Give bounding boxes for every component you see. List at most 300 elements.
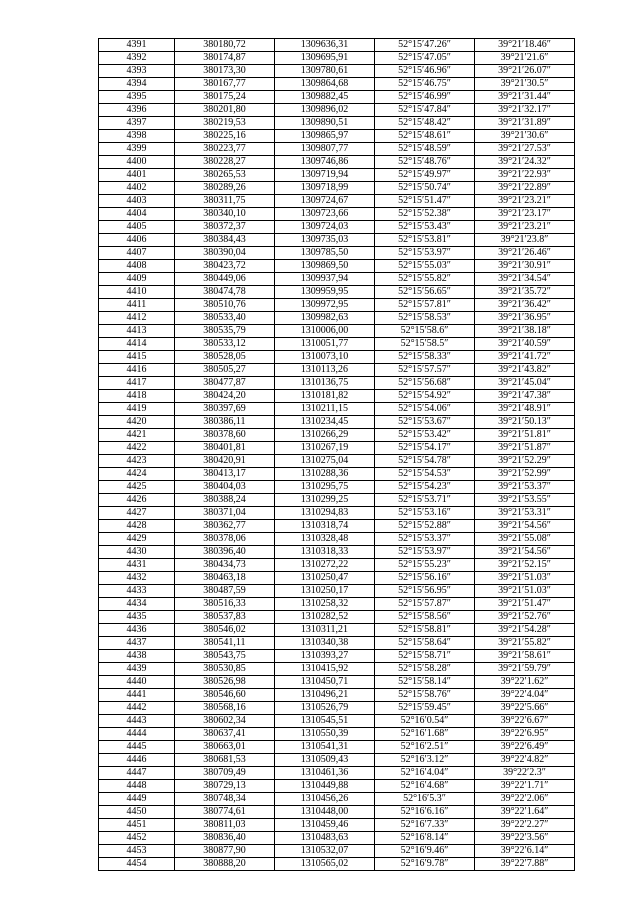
latitude-cell: 52°15′48.61″ [375, 130, 475, 143]
x-coordinate-cell: 380681,53 [175, 754, 275, 767]
y-coordinate-cell: 1310275,04 [275, 455, 375, 468]
longitude-cell: 39°21′34.54″ [475, 273, 575, 286]
y-coordinate-cell: 1310073,10 [275, 351, 375, 364]
longitude-cell: 39°21′31.89″ [475, 117, 575, 130]
table-row [99, 611, 575, 624]
point-number-cell: 4394 [99, 78, 175, 91]
y-coordinate-cell: 1310311,21 [275, 624, 375, 637]
latitude-cell: 52°15′47.26″ [375, 39, 475, 52]
table-row [99, 585, 575, 598]
table-row [99, 663, 575, 676]
x-coordinate-cell: 380530,85 [175, 663, 275, 676]
latitude-cell: 52°15′53.16″ [375, 507, 475, 520]
x-coordinate-cell: 380225,16 [175, 130, 275, 143]
x-coordinate-cell: 380424,20 [175, 390, 275, 403]
y-coordinate-cell: 1309780,61 [275, 65, 375, 78]
table-row [99, 104, 575, 117]
point-number-cell: 4439 [99, 663, 175, 676]
point-number-cell: 4435 [99, 611, 175, 624]
y-coordinate-cell: 1309864,68 [275, 78, 375, 91]
table-row [99, 780, 575, 793]
longitude-cell: 39°21′30.91″ [475, 260, 575, 273]
x-coordinate-cell: 380533,40 [175, 312, 275, 325]
x-coordinate-cell: 380340,10 [175, 208, 275, 221]
y-coordinate-cell: 1309718,99 [275, 182, 375, 195]
point-number-cell: 4438 [99, 650, 175, 663]
coordinates-table [98, 38, 575, 871]
point-number-cell: 4423 [99, 455, 175, 468]
table-row [99, 845, 575, 858]
x-coordinate-cell: 380384,43 [175, 234, 275, 247]
table-row [99, 793, 575, 806]
table-row [99, 520, 575, 533]
latitude-cell: 52°15′58.81″ [375, 624, 475, 637]
point-number-cell: 4416 [99, 364, 175, 377]
point-number-cell: 4441 [99, 689, 175, 702]
point-number-cell: 4401 [99, 169, 175, 182]
table-row [99, 351, 575, 364]
table-row [99, 65, 575, 78]
latitude-cell: 52°15′58.33″ [375, 351, 475, 364]
x-coordinate-cell: 380543,75 [175, 650, 275, 663]
table-row [99, 468, 575, 481]
point-number-cell: 4414 [99, 338, 175, 351]
longitude-cell: 39°21′54.56″ [475, 520, 575, 533]
longitude-cell: 39°21′53.31″ [475, 507, 575, 520]
table-row [99, 741, 575, 754]
y-coordinate-cell: 1310456,26 [275, 793, 375, 806]
point-number-cell: 4395 [99, 91, 175, 104]
longitude-cell: 39°22′2.06″ [475, 793, 575, 806]
latitude-cell: 52°16′0.54″ [375, 715, 475, 728]
y-coordinate-cell: 1310288,36 [275, 468, 375, 481]
y-coordinate-cell: 1309807,77 [275, 143, 375, 156]
longitude-cell: 39°21′54.56″ [475, 546, 575, 559]
table-row [99, 390, 575, 403]
latitude-cell: 52°16′7.33″ [375, 819, 475, 832]
longitude-cell: 39°21′41.72″ [475, 351, 575, 364]
latitude-cell: 52°15′53.42″ [375, 429, 475, 442]
latitude-cell: 52°15′57.87″ [375, 598, 475, 611]
table-row [99, 416, 575, 429]
point-number-cell: 4454 [99, 858, 175, 871]
longitude-cell: 39°21′35.72″ [475, 286, 575, 299]
latitude-cell: 52°15′46.75″ [375, 78, 475, 91]
latitude-cell: 52°15′58.6″ [375, 325, 475, 338]
table-row [99, 130, 575, 143]
latitude-cell: 52°15′58.64″ [375, 637, 475, 650]
y-coordinate-cell: 1310550,39 [275, 728, 375, 741]
point-number-cell: 4397 [99, 117, 175, 130]
y-coordinate-cell: 1309896,02 [275, 104, 375, 117]
coordinates-table-body [99, 39, 575, 871]
latitude-cell: 52°16′2.51″ [375, 741, 475, 754]
x-coordinate-cell: 380568,16 [175, 702, 275, 715]
x-coordinate-cell: 380390,04 [175, 247, 275, 260]
longitude-cell: 39°21′52.76″ [475, 611, 575, 624]
y-coordinate-cell: 1309865,97 [275, 130, 375, 143]
y-coordinate-cell: 1310449,88 [275, 780, 375, 793]
longitude-cell: 39°22′3.56″ [475, 832, 575, 845]
x-coordinate-cell: 380397,69 [175, 403, 275, 416]
x-coordinate-cell: 380372,37 [175, 221, 275, 234]
latitude-cell: 52°15′54.17″ [375, 442, 475, 455]
point-number-cell: 4398 [99, 130, 175, 143]
table-row [99, 208, 575, 221]
table-row [99, 78, 575, 91]
x-coordinate-cell: 380228,27 [175, 156, 275, 169]
y-coordinate-cell: 1309735,03 [275, 234, 375, 247]
point-number-cell: 4396 [99, 104, 175, 117]
latitude-cell: 52°15′54.53″ [375, 468, 475, 481]
latitude-cell: 52°16′1.68″ [375, 728, 475, 741]
latitude-cell: 52°15′54.78″ [375, 455, 475, 468]
table-row [99, 715, 575, 728]
longitude-cell: 39°21′38.18″ [475, 325, 575, 338]
y-coordinate-cell: 1309636,31 [275, 39, 375, 52]
y-coordinate-cell: 1310415,92 [275, 663, 375, 676]
latitude-cell: 52°15′57.57″ [375, 364, 475, 377]
x-coordinate-cell: 380378,06 [175, 533, 275, 546]
x-coordinate-cell: 380474,78 [175, 286, 275, 299]
x-coordinate-cell: 380201,80 [175, 104, 275, 117]
y-coordinate-cell: 1310272,22 [275, 559, 375, 572]
longitude-cell: 39°21′22.89″ [475, 182, 575, 195]
longitude-cell: 39°21′59.79″ [475, 663, 575, 676]
latitude-cell: 52°15′48.76″ [375, 156, 475, 169]
longitude-cell: 39°21′45.04″ [475, 377, 575, 390]
y-coordinate-cell: 1310483,63 [275, 832, 375, 845]
longitude-cell: 39°21′43.82″ [475, 364, 575, 377]
x-coordinate-cell: 380888,20 [175, 858, 275, 871]
table-row [99, 559, 575, 572]
x-coordinate-cell: 380477,87 [175, 377, 275, 390]
x-coordinate-cell: 380413,17 [175, 468, 275, 481]
longitude-cell: 39°22′1.64″ [475, 806, 575, 819]
latitude-cell: 52°15′51.47″ [375, 195, 475, 208]
longitude-cell: 39°21′22.93″ [475, 169, 575, 182]
latitude-cell: 52°16′5.3″ [375, 793, 475, 806]
table-row [99, 91, 575, 104]
y-coordinate-cell: 1310459,46 [275, 819, 375, 832]
point-number-cell: 4404 [99, 208, 175, 221]
table-row [99, 156, 575, 169]
point-number-cell: 4451 [99, 819, 175, 832]
point-number-cell: 4409 [99, 273, 175, 286]
table-row [99, 481, 575, 494]
x-coordinate-cell: 380535,79 [175, 325, 275, 338]
latitude-cell: 52°15′53.97″ [375, 247, 475, 260]
latitude-cell: 52°15′46.99″ [375, 91, 475, 104]
y-coordinate-cell: 1309890,51 [275, 117, 375, 130]
y-coordinate-cell: 1310545,51 [275, 715, 375, 728]
y-coordinate-cell: 1310113,26 [275, 364, 375, 377]
x-coordinate-cell: 380219,53 [175, 117, 275, 130]
table-row [99, 806, 575, 819]
latitude-cell: 52°15′50.74″ [375, 182, 475, 195]
longitude-cell: 39°21′55.82″ [475, 637, 575, 650]
y-coordinate-cell: 1310448,00 [275, 806, 375, 819]
point-number-cell: 4429 [99, 533, 175, 546]
latitude-cell: 52°15′55.82″ [375, 273, 475, 286]
y-coordinate-cell: 1309695,91 [275, 52, 375, 65]
table-row [99, 325, 575, 338]
latitude-cell: 52°15′46.96″ [375, 65, 475, 78]
table-row [99, 572, 575, 585]
x-coordinate-cell: 380420,91 [175, 455, 275, 468]
x-coordinate-cell: 380223,77 [175, 143, 275, 156]
point-number-cell: 4410 [99, 286, 175, 299]
y-coordinate-cell: 1310051,77 [275, 338, 375, 351]
x-coordinate-cell: 380510,76 [175, 299, 275, 312]
x-coordinate-cell: 380526,98 [175, 676, 275, 689]
table-row [99, 195, 575, 208]
x-coordinate-cell: 380546,60 [175, 689, 275, 702]
point-number-cell: 4426 [99, 494, 175, 507]
table-row [99, 299, 575, 312]
x-coordinate-cell: 380371,04 [175, 507, 275, 520]
x-coordinate-cell: 380423,72 [175, 260, 275, 273]
longitude-cell: 39°21′51.03″ [475, 572, 575, 585]
point-number-cell: 4413 [99, 325, 175, 338]
longitude-cell: 39°22′6.14″ [475, 845, 575, 858]
table-row [99, 234, 575, 247]
x-coordinate-cell: 380811,03 [175, 819, 275, 832]
table-row [99, 819, 575, 832]
y-coordinate-cell: 1310258,32 [275, 598, 375, 611]
table-row [99, 858, 575, 871]
table-row [99, 364, 575, 377]
point-number-cell: 4444 [99, 728, 175, 741]
longitude-cell: 39°21′53.55″ [475, 494, 575, 507]
latitude-cell: 52°15′53.43″ [375, 221, 475, 234]
longitude-cell: 39°21′48.91″ [475, 403, 575, 416]
y-coordinate-cell: 1309982,63 [275, 312, 375, 325]
y-coordinate-cell: 1309869,50 [275, 260, 375, 273]
latitude-cell: 52°15′53.71″ [375, 494, 475, 507]
table-row [99, 507, 575, 520]
point-number-cell: 4400 [99, 156, 175, 169]
table-row [99, 260, 575, 273]
x-coordinate-cell: 380396,40 [175, 546, 275, 559]
latitude-cell: 52°15′48.59″ [375, 143, 475, 156]
x-coordinate-cell: 380709,49 [175, 767, 275, 780]
table-row [99, 143, 575, 156]
longitude-cell: 39°21′51.47″ [475, 598, 575, 611]
table-row [99, 832, 575, 845]
x-coordinate-cell: 380774,61 [175, 806, 275, 819]
table-row [99, 754, 575, 767]
y-coordinate-cell: 1310234,45 [275, 416, 375, 429]
x-coordinate-cell: 380449,06 [175, 273, 275, 286]
longitude-cell: 39°21′36.42″ [475, 299, 575, 312]
longitude-cell: 39°22′6.49″ [475, 741, 575, 754]
longitude-cell: 39°22′6.95″ [475, 728, 575, 741]
longitude-cell: 39°21′50.13″ [475, 416, 575, 429]
table-row [99, 676, 575, 689]
point-number-cell: 4445 [99, 741, 175, 754]
longitude-cell: 39°21′32.17″ [475, 104, 575, 117]
latitude-cell: 52°16′4.68″ [375, 780, 475, 793]
table-row [99, 286, 575, 299]
table-row [99, 455, 575, 468]
x-coordinate-cell: 380386,11 [175, 416, 275, 429]
longitude-cell: 39°21′54.28″ [475, 624, 575, 637]
table-row [99, 494, 575, 507]
longitude-cell: 39°22′5.66″ [475, 702, 575, 715]
point-number-cell: 4399 [99, 143, 175, 156]
longitude-cell: 39°21′52.99″ [475, 468, 575, 481]
longitude-cell: 39°21′51.81″ [475, 429, 575, 442]
point-number-cell: 4391 [99, 39, 175, 52]
longitude-cell: 39°21′55.08″ [475, 533, 575, 546]
latitude-cell: 52°16′9.78″ [375, 858, 475, 871]
longitude-cell: 39°21′40.59″ [475, 338, 575, 351]
point-number-cell: 4393 [99, 65, 175, 78]
table-row [99, 598, 575, 611]
y-coordinate-cell: 1310250,47 [275, 572, 375, 585]
y-coordinate-cell: 1310282,52 [275, 611, 375, 624]
latitude-cell: 52°15′58.53″ [375, 312, 475, 325]
latitude-cell: 52°15′55.03″ [375, 260, 475, 273]
table-row [99, 689, 575, 702]
point-number-cell: 4425 [99, 481, 175, 494]
x-coordinate-cell: 380311,75 [175, 195, 275, 208]
x-coordinate-cell: 380463,18 [175, 572, 275, 585]
latitude-cell: 52°15′52.88″ [375, 520, 475, 533]
x-coordinate-cell: 380167,77 [175, 78, 275, 91]
y-coordinate-cell: 1309723,66 [275, 208, 375, 221]
x-coordinate-cell: 380637,41 [175, 728, 275, 741]
y-coordinate-cell: 1310006,00 [275, 325, 375, 338]
point-number-cell: 4452 [99, 832, 175, 845]
point-number-cell: 4427 [99, 507, 175, 520]
latitude-cell: 52°15′52.38″ [375, 208, 475, 221]
latitude-cell: 52°15′53.37″ [375, 533, 475, 546]
longitude-cell: 39°22′4.04″ [475, 689, 575, 702]
x-coordinate-cell: 380265,53 [175, 169, 275, 182]
point-number-cell: 4432 [99, 572, 175, 585]
table-row [99, 702, 575, 715]
x-coordinate-cell: 380748,34 [175, 793, 275, 806]
table-row [99, 117, 575, 130]
table-row [99, 377, 575, 390]
x-coordinate-cell: 380729,13 [175, 780, 275, 793]
x-coordinate-cell: 380836,40 [175, 832, 275, 845]
table-row [99, 637, 575, 650]
x-coordinate-cell: 380175,24 [175, 91, 275, 104]
x-coordinate-cell: 380362,77 [175, 520, 275, 533]
point-number-cell: 4408 [99, 260, 175, 273]
y-coordinate-cell: 1310509,43 [275, 754, 375, 767]
point-number-cell: 4447 [99, 767, 175, 780]
longitude-cell: 39°21′36.95″ [475, 312, 575, 325]
point-number-cell: 4443 [99, 715, 175, 728]
longitude-cell: 39°21′58.61″ [475, 650, 575, 663]
longitude-cell: 39°21′23.17″ [475, 208, 575, 221]
point-number-cell: 4421 [99, 429, 175, 442]
y-coordinate-cell: 1309724,03 [275, 221, 375, 234]
x-coordinate-cell: 380546,02 [175, 624, 275, 637]
longitude-cell: 39°22′1.71″ [475, 780, 575, 793]
table-row [99, 247, 575, 260]
y-coordinate-cell: 1309959,95 [275, 286, 375, 299]
table-row [99, 338, 575, 351]
x-coordinate-cell: 380602,34 [175, 715, 275, 728]
y-coordinate-cell: 1310532,07 [275, 845, 375, 858]
latitude-cell: 52°15′47.84″ [375, 104, 475, 117]
y-coordinate-cell: 1310565,02 [275, 858, 375, 871]
x-coordinate-cell: 380516,33 [175, 598, 275, 611]
x-coordinate-cell: 380877,90 [175, 845, 275, 858]
point-number-cell: 4442 [99, 702, 175, 715]
latitude-cell: 52°15′59.45″ [375, 702, 475, 715]
latitude-cell: 52°15′49.97″ [375, 169, 475, 182]
table-row [99, 312, 575, 325]
y-coordinate-cell: 1309882,45 [275, 91, 375, 104]
point-number-cell: 4424 [99, 468, 175, 481]
y-coordinate-cell: 1310294,83 [275, 507, 375, 520]
longitude-cell: 39°22′2.27″ [475, 819, 575, 832]
latitude-cell: 52°15′56.16″ [375, 572, 475, 585]
x-coordinate-cell: 380404,03 [175, 481, 275, 494]
point-number-cell: 4405 [99, 221, 175, 234]
y-coordinate-cell: 1309724,67 [275, 195, 375, 208]
latitude-cell: 52°15′53.81″ [375, 234, 475, 247]
latitude-cell: 52°15′58.14″ [375, 676, 475, 689]
longitude-cell: 39°21′21.6″ [475, 52, 575, 65]
x-coordinate-cell: 380541,11 [175, 637, 275, 650]
table-row [99, 728, 575, 741]
x-coordinate-cell: 380180,72 [175, 39, 275, 52]
point-number-cell: 4412 [99, 312, 175, 325]
table-row [99, 767, 575, 780]
latitude-cell: 52°15′58.28″ [375, 663, 475, 676]
latitude-cell: 52°16′4.04″ [375, 767, 475, 780]
y-coordinate-cell: 1310211,15 [275, 403, 375, 416]
longitude-cell: 39°22′2.3″ [475, 767, 575, 780]
point-number-cell: 4446 [99, 754, 175, 767]
longitude-cell: 39°22′6.67″ [475, 715, 575, 728]
longitude-cell: 39°21′31.44″ [475, 91, 575, 104]
y-coordinate-cell: 1310461,36 [275, 767, 375, 780]
point-number-cell: 4450 [99, 806, 175, 819]
table-row [99, 39, 575, 52]
longitude-cell: 39°22′1.62″ [475, 676, 575, 689]
x-coordinate-cell: 380537,83 [175, 611, 275, 624]
point-number-cell: 4406 [99, 234, 175, 247]
y-coordinate-cell: 1310393,27 [275, 650, 375, 663]
y-coordinate-cell: 1310340,38 [275, 637, 375, 650]
y-coordinate-cell: 1310541,31 [275, 741, 375, 754]
point-number-cell: 4417 [99, 377, 175, 390]
latitude-cell: 52°15′53.67″ [375, 416, 475, 429]
y-coordinate-cell: 1309785,50 [275, 247, 375, 260]
table-row [99, 533, 575, 546]
latitude-cell: 52°15′54.23″ [375, 481, 475, 494]
longitude-cell: 39°21′26.07″ [475, 65, 575, 78]
x-coordinate-cell: 380528,05 [175, 351, 275, 364]
latitude-cell: 52°16′8.14″ [375, 832, 475, 845]
x-coordinate-cell: 380173,30 [175, 65, 275, 78]
table-row [99, 403, 575, 416]
point-number-cell: 4403 [99, 195, 175, 208]
y-coordinate-cell: 1310295,75 [275, 481, 375, 494]
longitude-cell: 39°22′4.82″ [475, 754, 575, 767]
y-coordinate-cell: 1310318,33 [275, 546, 375, 559]
x-coordinate-cell: 380174,87 [175, 52, 275, 65]
latitude-cell: 52°15′56.65″ [375, 286, 475, 299]
